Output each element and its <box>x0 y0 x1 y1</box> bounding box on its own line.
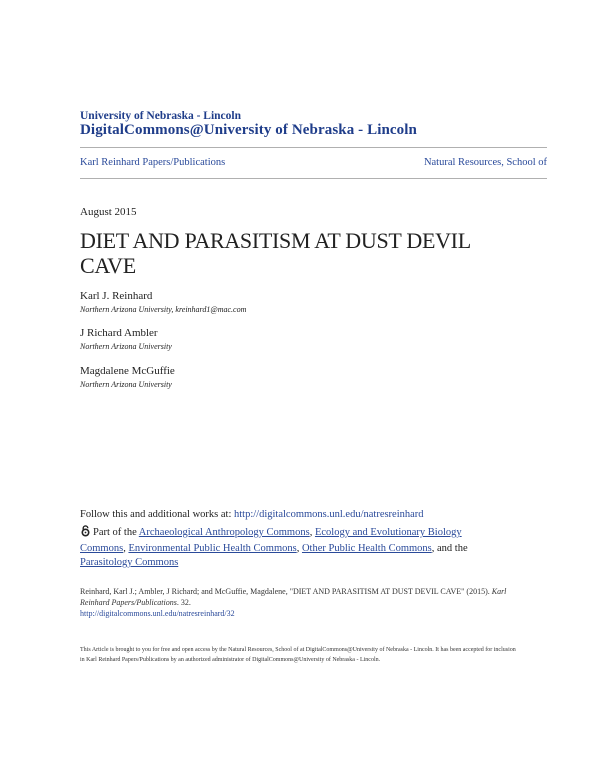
header-divider-bottom <box>80 178 547 179</box>
author-affiliation: Northern Arizona University <box>80 342 172 351</box>
commons-link-ecology[interactable]: Ecology and Evolutionary Biology Commons <box>80 527 462 554</box>
commons-link-archaeological[interactable]: Archaeological Anthropology Commons <box>138 527 310 538</box>
author-name: Karl J. Reinhard <box>80 290 153 302</box>
follow-line <box>80 509 424 520</box>
commons-link-parasitology[interactable]: Parasitology Commons <box>80 557 179 568</box>
separator: , <box>123 543 129 554</box>
citation-text: Reinhard, Karl J.; Ambler, J Richard; and McGuffie, Magdalene, "DIET AND PARASITISM AT DUST DEVIL CAVE" (2015). <box>80 587 492 596</box>
commons-link-environmental-health[interactable]: Environmental Public Health Commons <box>128 543 297 554</box>
author-name: J Richard Ambler <box>80 327 158 339</box>
institution-link[interactable]: University of Nebraska - Lincoln <box>80 110 241 122</box>
citation-number: . 32. <box>176 598 191 607</box>
breadcrumb-collection-link[interactable]: Karl Reinhard Papers/Publications <box>80 157 226 168</box>
separator: , <box>296 543 302 554</box>
author-name: Magdalene McGuffie <box>80 365 175 377</box>
author-affiliation: Northern Arizona University <box>80 380 172 389</box>
citation-block <box>80 586 520 619</box>
header-divider-top <box>80 147 547 148</box>
author-affiliation: Northern Arizona University, kreinhard1@mac.com <box>80 305 247 314</box>
publication-date: August 2015 <box>80 206 137 218</box>
part-of-section <box>80 525 500 570</box>
access-notice: This Article is brought to you for free and open access by the Natural Resources, School of at DigitalCommons@University of Nebraska - Lincoln. It has been accepted for inclusion in Karl Reinhard Papers/Publications by an authorized administrator of DigitalCommons@University of Nebraska - Lincoln. <box>80 647 516 663</box>
separator: , and the <box>431 543 468 554</box>
open-access-icon <box>80 525 91 542</box>
part-of-prefix: Part of the <box>93 527 139 538</box>
commons-link-other-public-health[interactable]: Other Public Health Commons <box>301 543 432 554</box>
follow-prefix: Follow this and additional works at: <box>80 509 234 520</box>
repository-link[interactable]: DigitalCommons@University of Nebraska - Lincoln <box>80 122 417 138</box>
breadcrumb-department-link[interactable]: Natural Resources, School of <box>423 157 547 168</box>
article-title: DIET AND PARASITISM AT DUST DEVIL CAVE <box>80 228 471 278</box>
separator: , <box>309 527 315 538</box>
follow-url-link[interactable]: http://digitalcommons.unl.edu/natresreinhard <box>234 509 424 520</box>
citation-url-link[interactable]: http://digitalcommons.unl.edu/natresreinhard/32 <box>80 609 235 618</box>
citation-series: Karl Reinhard Papers/Publications <box>80 587 507 607</box>
